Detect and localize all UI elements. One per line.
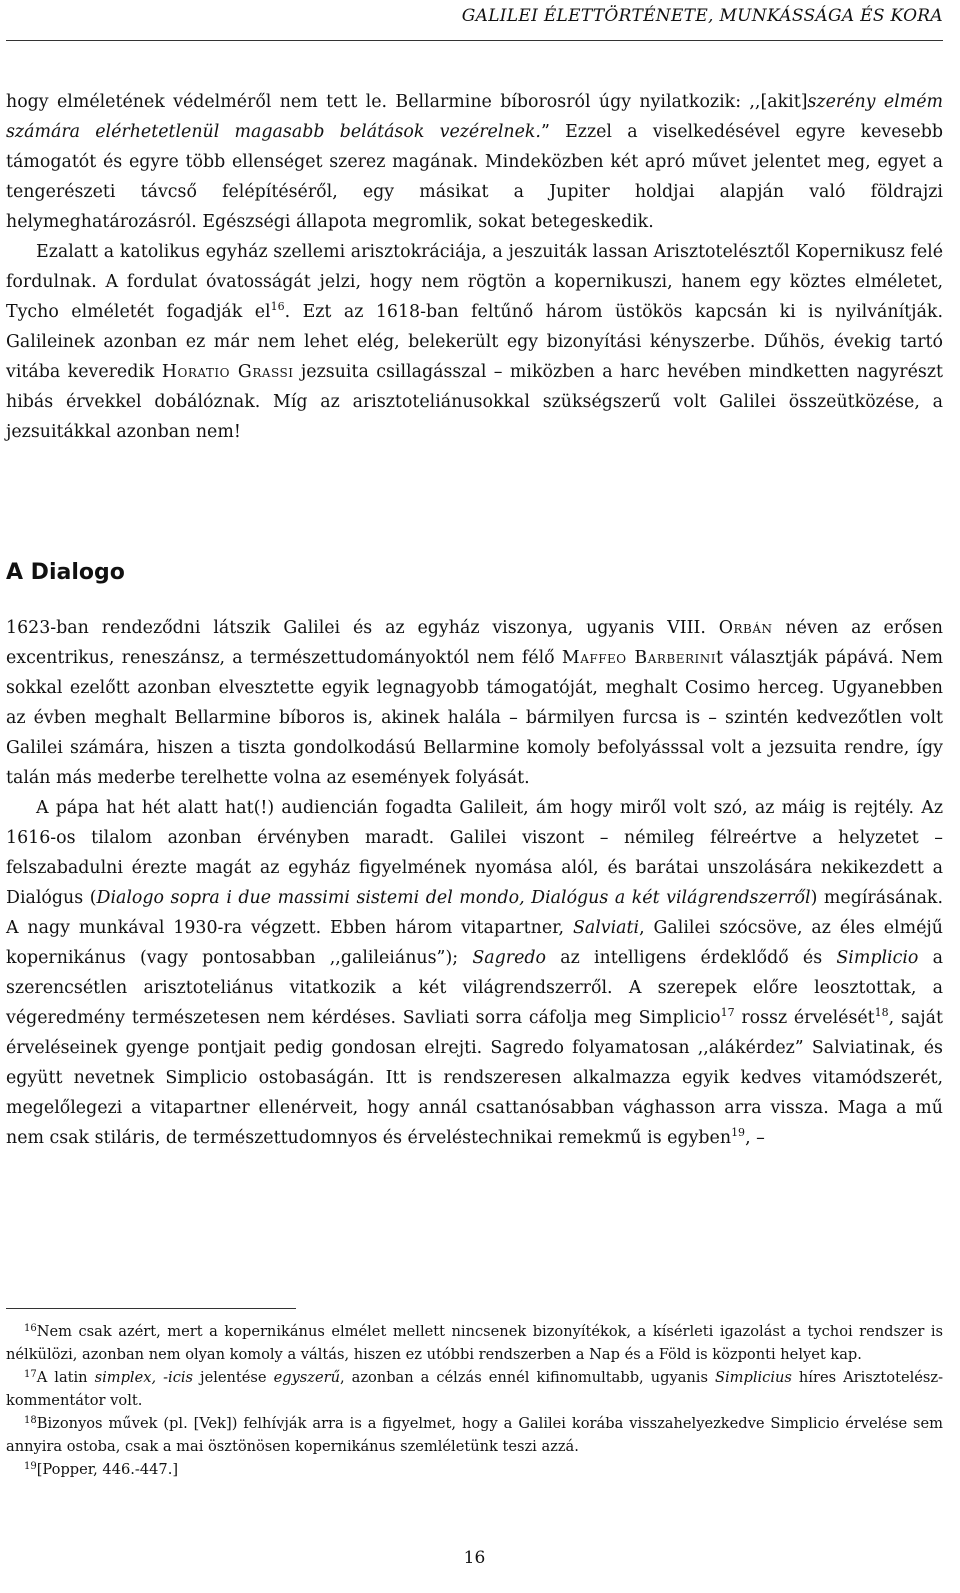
header-rule bbox=[6, 40, 943, 41]
person-name: Orbán bbox=[718, 618, 773, 638]
paragraph-1: hogy elméletének védelméről nem tett le. Bellarmine bíborosról úgy nyilatkozik: ,,[akit]szerény elmém számára elérhetetlenül magasabb belátások vezérelnek.” Ezzel a viselkedésével egyre kevesebb támogatót és egyre több ellenséget szerez magának. Mindeközben két apró művet jelentet meg, egyet a tengerészeti távcső felépítéséről, egy másikat a Jupiter holdjai alapján való földrajzi helymeghatározásról. Egészségi állapota megromlik, sokat betegeskedik. bbox=[6, 92, 943, 232]
footnotes bbox=[6, 1320, 943, 1481]
footnote-19: $^{19}$[Popper, 446.-447.] bbox=[24, 1461, 179, 1478]
section-title: A Dialogo bbox=[6, 560, 125, 585]
footnote-ref-17[interactable]: 17 bbox=[720, 1006, 735, 1019]
footnote-17: $^{17}$A latin simplex, -icis jelentése egyszerű, azonban a célzás ennél kifinomultabb, ugyanis Simplicius híres Arisztotelész-kommentátor volt. bbox=[6, 1369, 944, 1409]
italic-quote: szerény elmém számára elérhetetlenül magasabb belátások vezérelnek. bbox=[6, 92, 943, 142]
page-number: 16 bbox=[463, 1548, 486, 1568]
running-head: GALILEI ÉLETTÖRTÉNETE, MUNKÁSSÁGA ÉS KORA bbox=[461, 6, 943, 26]
footnote-16: $^{16}$Nem csak azért, mert a kopernikánus elmélet mellett nincsenek bizonyítékok, a kísérleti igazolást a tychoi rendszer is nélkülözi, azonban nem olyan komoly a váltás, hiszen ez utóbbi rendszerben a Nap és a Föld is központi helyet kap. bbox=[6, 1323, 943, 1363]
body-text bbox=[6, 87, 943, 447]
section-body bbox=[6, 613, 943, 1153]
paragraph-3: 1623-ban rendeződni látszik Galilei és az egyház viszonya, ugyanis VIII. Orbán néven az erősen excentrikus, reneszánsz, a természettudományoktól nem félő Maffeo Barberinit választják pápává. Nem sokkal ezelőtt azonban elvesztette egyik legnagyobb támogatóját, meghalt Cosimo herceg. Ugyanebben az évben meghalt Bellarmine bíboros is, akinek halála – bármilyen furcsa is – szintén kedvezőtlen volt Galilei számára, hiszen a tiszta gondolkodású Bellarmine komoly befolyásssal volt a jezsuita rendre, így talán más mederbe terelhette volna az események folyását. bbox=[6, 618, 944, 788]
paragraph-2: Ezalatt a katolikus egyház szellemi arisztokráciája, a jeszuiták lassan Arisztotelésztől Kopernikusz felé fordulnak. A fordulat óvatosságát jelzi, hogy nem rögtön a kopernikuszi, hanem egy köztes elméletet, Tycho elméletét fogadják $el^{16}$. Ezt az 1618-ban feltűnő három üstökös kapcsán ki is nyilvánítják. Galileinek azonban ez már nem lehet elég, belekerült egy bizonyítási kényszerbe. Dűhös, évekig tartó vitába keveredik Horatio Grassi jezsuita csillagásszal – miközben a harc hevében mindketten nagyrészt hibás érvekkel dobálóznak. Míg az arisztoteliánusokkal szükségszerű volt Galilei összeütközése, a jezsuitákkal azonban nem! bbox=[6, 242, 943, 442]
person-name: Maffeo Barberini bbox=[561, 648, 716, 668]
footnote-ref-18[interactable]: 18 bbox=[874, 1006, 889, 1019]
footnote-ref-19[interactable]: 19 bbox=[731, 1126, 746, 1139]
person-name: Horatio Grassi bbox=[161, 362, 294, 382]
footnote-rule bbox=[6, 1308, 296, 1309]
footnote-ref-16[interactable]: 16 bbox=[270, 300, 285, 313]
paragraph-4: A pápa hat hét alatt hat(!) audiencián fogadta Galileit, ám hogy miről volt szó, az máig is rejtély. Az 1616-os tilalom azonban érvényben maradt. Galilei viszont – némileg félreértve a helyzetet – felszabadulni érezte magát az egyház figyelmének nyomása alól, és barátai unszolására nekikezdett a Dialógus (Dialogo sopra i due massimi sistemi del mondo, Dialógus a két világrendszerről) megírásának. A nagy munkával 1930-ra végzett. Ebben három vitapartner, Salviati, Galilei szócsöve, az éles elméjű kopernikánus (vagy pontosabban ,,galileiánus”); Sagredo az intelligens érdeklődő és Simplicio a szerencsétlen arisztoteliánus vitatkozik a két világrendszerről. A szerepek előre leosztottak, a végeredmény természetesen nem kérdéses. Savliati sorra cáfolja meg Simplicio$^{17}$ rossz érvelését$^{18}$, saját érveléseinek gyenge pontjait pedig gondosan elrejti. Sagredo folyamatosan ,,alákérdez” Salviatinak, és együtt nevetnek Simplicio ostobaságán. Itt is rendszeresen alkalmazza egyik kedves vitamódszerét, megelőlegezi a vitapartner ellenérveit, hogy annál csattanósabban vághasson arra vissza. Maga a mű nem csak stiláris, de természettudomnyos és érveléstechnikai remekmű is egyben$^{19}$, – bbox=[6, 798, 943, 1148]
footnote-18: $^{18}$Bizonyos művek (pl. [Vek]) felhívják arra is a figyelmet, hogy a Galilei korába visszahelyezkedve Simplicio érvelése sem annyira ostoba, csak a mai ösztönösen kopernikánus szemléletünk teszi azzá. bbox=[6, 1415, 943, 1455]
